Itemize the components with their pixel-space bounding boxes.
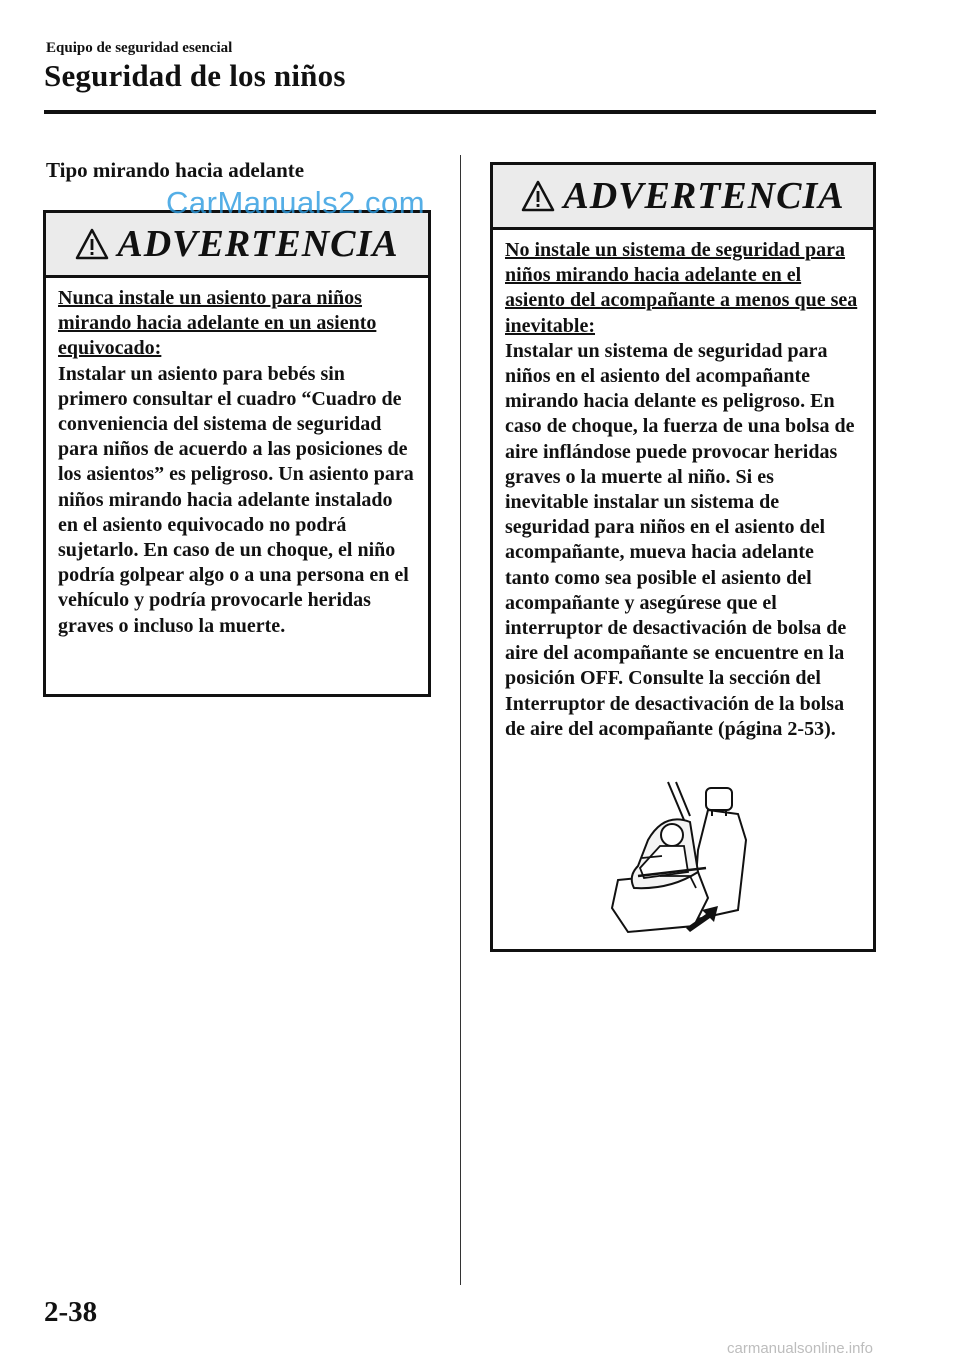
column-divider xyxy=(460,155,461,1285)
warning-header xyxy=(493,165,873,230)
watermark: CarManuals2.com xyxy=(166,185,426,220)
subheading: Tipo mirando hacia adelante xyxy=(46,158,305,182)
warning-triangle-icon xyxy=(521,180,555,212)
warning-header xyxy=(46,213,428,278)
warning-lead: Nunca instale un asiento para niños mirando hacia adelante en un asiento equivocado: xyxy=(58,287,377,360)
page-title: Seguridad de los niños xyxy=(44,58,346,93)
warning-triangle-icon xyxy=(75,228,109,260)
warning-text: Instalar un asiento para bebés sin primero consultar el cuadro “Cuadro de conveniencia del sistema de seguridad para niños de acuerdo a las posiciones de los asientos” es peligroso. Un asiento para niños mirando hacia adelante instalado en el asiento equivocado no podrá sujetarlo. En caso de un choque, el niño podría golpear algo o a una persona en el vehículo y podría provocarle heridas graves o incluso la muerte. xyxy=(58,362,414,637)
section-label: Equipo de seguridad esencial xyxy=(46,40,233,56)
warning-lead: No instale un sistema de seguridad para niños mirando hacia adelante en el asiento del acompañante a menos que sea inevitable: xyxy=(505,239,858,337)
page-number: 2-38 xyxy=(44,1296,98,1328)
warning-title: ADVERTENCIA xyxy=(117,223,399,265)
warning-body xyxy=(46,278,428,639)
warning-body xyxy=(493,230,873,742)
warning-title: ADVERTENCIA xyxy=(563,175,845,217)
warning-text: Instalar un sistema de seguridad para niños en el asiento del acompañante mirando hacia delante es peligroso. En caso de choque, la fuerza de una bolsa de aire inflándose puede provocar heridas graves o la muerte al niño. Si es inevitable instalar un sistema de seguridad para niños en el asiento del acompañante, mueva hacia adelante tanto como sea posible el asiento del acompañante y asegúrese que el interruptor de desactivación de bolsa de aire del acompañante se encuentre en la posición OFF. Consulte la sección del Interruptor de desactivación de la bolsa de aire del acompañante (página 2-53). xyxy=(505,339,855,740)
footer-site: carmanualsonline.info xyxy=(727,1340,873,1357)
warning-box-left xyxy=(43,210,431,697)
title-rule xyxy=(44,110,876,114)
child-seat-illustration xyxy=(598,780,758,940)
